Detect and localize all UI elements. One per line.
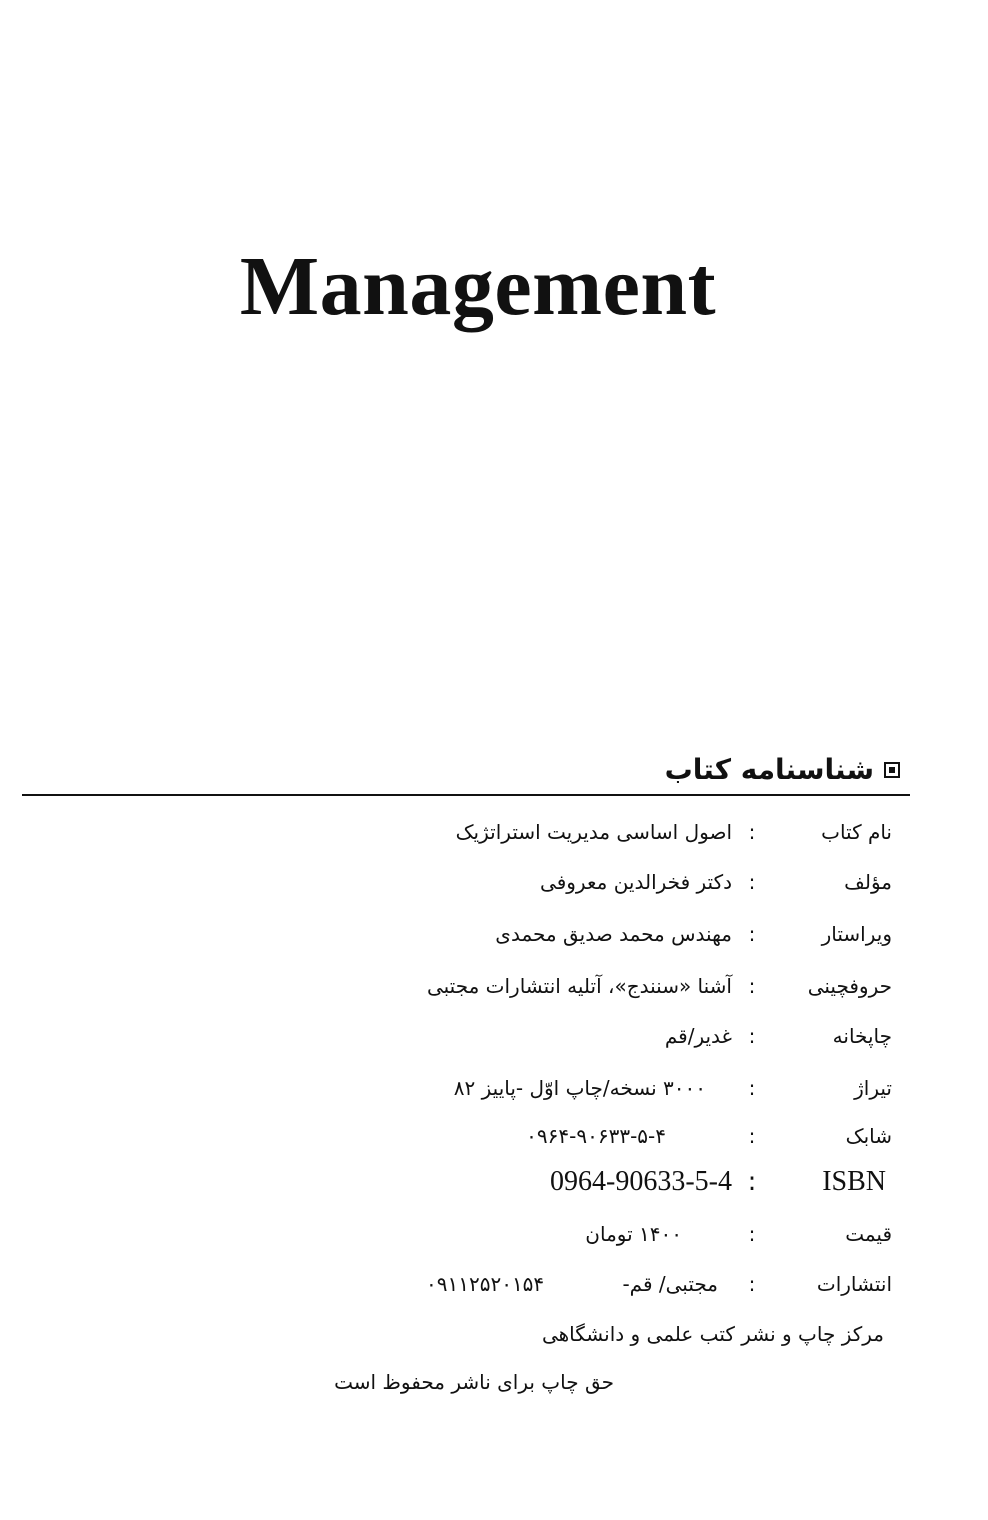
row-label: نام کتاب xyxy=(821,820,892,844)
info-row-circulation xyxy=(0,1068,988,1108)
row-label: حروفچینی xyxy=(807,974,892,998)
row-value: مجتبی/ قم- xyxy=(622,1272,718,1296)
row-colon: : xyxy=(747,1167,757,1197)
row-value: ۳۰۰۰ نسخه/چاپ اوّل -پاییز ۸۲ xyxy=(453,1076,706,1100)
row-colon: : xyxy=(748,1024,756,1048)
info-row-author xyxy=(0,862,988,902)
row-label: تیراژ xyxy=(854,1076,892,1100)
info-row-editor xyxy=(0,914,988,954)
info-row-typesetting xyxy=(0,966,988,1006)
info-row-shabak xyxy=(0,1116,988,1156)
info-row-isbn xyxy=(0,1162,988,1202)
row-value: ۱۴۰۰ تومان xyxy=(585,1222,682,1246)
row-value: مهندس محمد صدیق محمدی xyxy=(495,922,732,946)
row-value: غدیر/قم xyxy=(664,1024,732,1048)
section-header xyxy=(664,753,900,786)
row-colon: : xyxy=(748,1124,756,1148)
row-value: دکتر فخرالدین معروفی xyxy=(540,870,732,894)
square-bullet-icon xyxy=(884,762,900,778)
info-row-printing-house xyxy=(0,1016,988,1056)
row-colon: : xyxy=(748,1272,756,1296)
row-label: قیمت xyxy=(845,1222,892,1246)
row-label: چاپخانه xyxy=(832,1024,892,1048)
divider-rule xyxy=(22,794,910,796)
copyright-line: حق چاپ برای ناشر محفوظ است xyxy=(334,1370,614,1394)
row-label: شابک xyxy=(845,1124,892,1148)
publisher-phone: ۰۹۱۱۲۵۲۰۱۵۴ xyxy=(426,1272,545,1296)
info-row-price xyxy=(0,1214,988,1254)
row-value: آشنا «سنندج»، آتلیه انتشارات مجتبی xyxy=(426,974,732,998)
book-title: Management xyxy=(239,240,717,333)
row-label: ISBN xyxy=(822,1166,886,1197)
row-colon: : xyxy=(748,1076,756,1100)
row-value: 0964-90633-5-4 xyxy=(550,1166,732,1197)
publisher-center-line: مرکز چاپ و نشر کتب علمی و دانشگاهی xyxy=(541,1322,884,1346)
info-row-publisher xyxy=(0,1264,988,1304)
row-label: ویراستار xyxy=(821,922,892,946)
row-colon: : xyxy=(748,1222,756,1246)
row-colon: : xyxy=(748,870,756,894)
row-value: اصول اساسی مدیریت استراتژیک xyxy=(455,820,732,844)
row-colon: : xyxy=(748,974,756,998)
row-colon: : xyxy=(748,820,756,844)
info-row-book-name xyxy=(0,812,988,852)
row-label: مؤلف xyxy=(844,870,892,894)
row-label: انتشارات xyxy=(816,1272,892,1296)
row-value: ۰۹۶۴-۹۰۶۳۳-۵-۴ xyxy=(526,1124,666,1148)
section-header-label: شناسنامه کتاب xyxy=(664,753,874,786)
row-colon: : xyxy=(748,922,756,946)
